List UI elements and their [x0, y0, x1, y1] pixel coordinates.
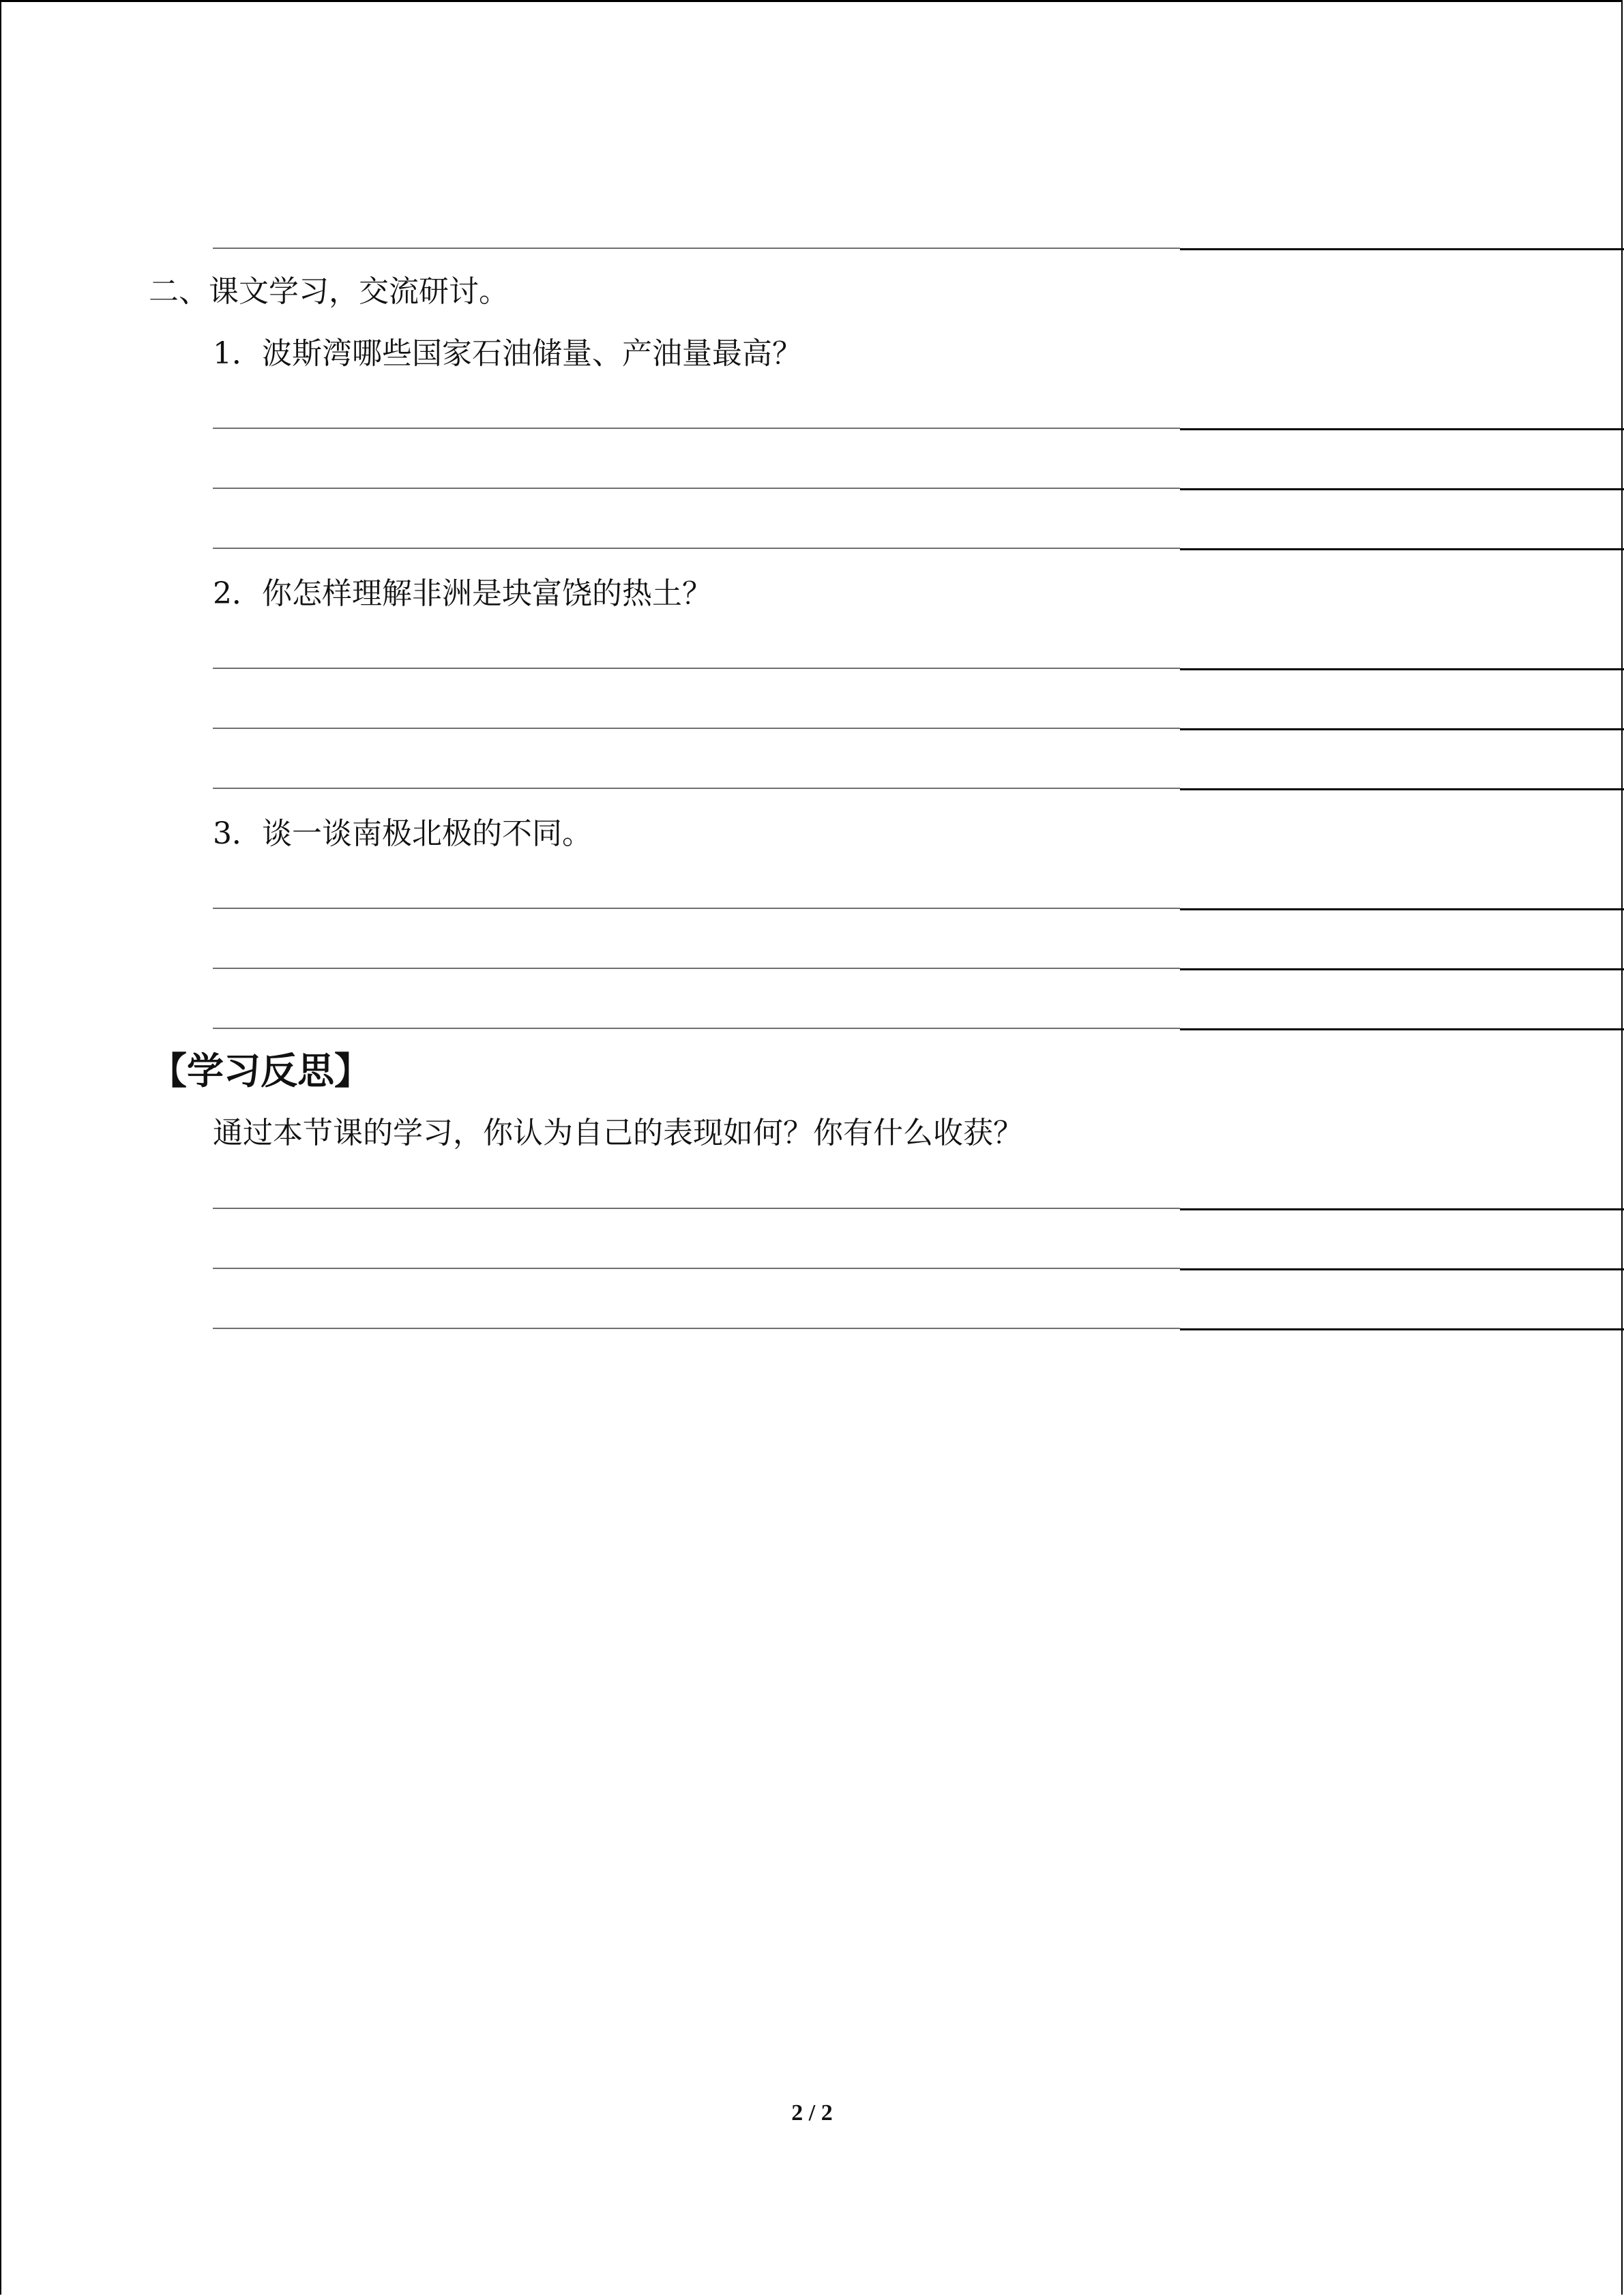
page-number: 2 / 2: [791, 2100, 833, 2126]
section-heading: 二、课文学习，交流研讨。: [149, 274, 509, 309]
question-2: 2．你怎样理解非洲是块富饶的热土？: [213, 576, 712, 611]
question-1: 1．波斯湾哪些国家石油储量、产油量最高？: [213, 336, 802, 371]
reflection-prompt: 通过本节课的学习，你认为自己的表现如何？你有什么收获？: [213, 1116, 1023, 1150]
question-3: 3．谈一谈南极北极的不同。: [213, 816, 592, 851]
reflection-heading: 【学习反思】: [150, 1049, 371, 1092]
